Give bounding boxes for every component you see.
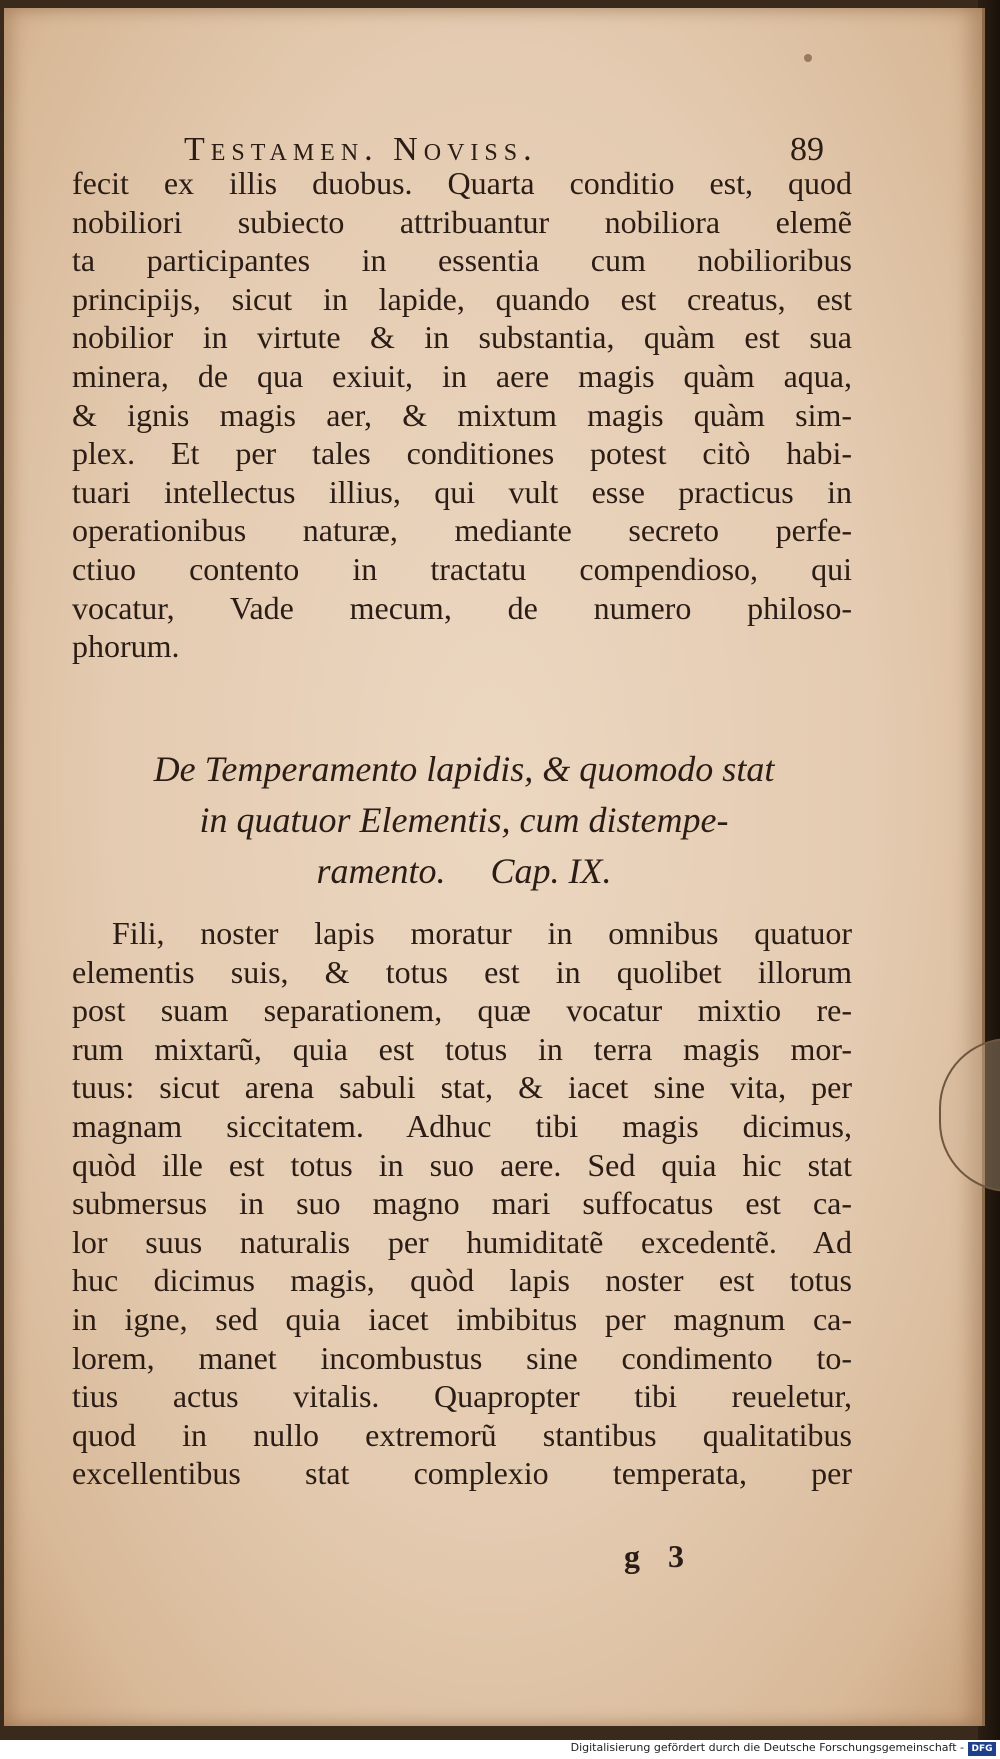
signature-mark: g 3 xyxy=(624,1538,694,1574)
text-line: fecit ex illis duobus. Quarta conditio est, quod xyxy=(72,165,852,201)
text-line: submersus in suo magno mari suffocatus est ca- xyxy=(72,1185,852,1222)
text-line: operationibus naturæ, mediante secreto perfe- xyxy=(72,512,852,549)
text-line: tuus: sicut arena sabuli stat, & iacet sine vita, per xyxy=(72,1069,852,1106)
ink-spot xyxy=(804,54,812,62)
text-line: phorum. xyxy=(72,628,180,665)
text-line: plex. Et per tales conditiones potest citò habi- xyxy=(72,435,852,472)
text-line: post suam separationem, quæ vocatur mixtio re- xyxy=(72,992,852,1029)
text-line: & ignis magis aer, & mixtum magis quàm sim- xyxy=(72,396,852,433)
text-line: Fili, noster lapis moratur in omnibus quatuor xyxy=(112,915,852,951)
text-line: magnam siccitatem. Adhuc tibi magis dicimus, xyxy=(72,1107,852,1144)
clasp-outline xyxy=(939,1038,1000,1192)
text-line: excellentibus stat complexio temperata, per xyxy=(72,1455,852,1492)
text-line: rum mixtarũ, quia est totus in terra magis mor- xyxy=(72,1030,852,1067)
text-line: elementis suis, & totus est in quolibet illorum xyxy=(72,953,852,990)
text-line: quod in nullo extremorũ stantibus qualitatibus xyxy=(72,1416,852,1453)
digitization-credit: Digitalisierung gefördert durch die Deutsche Forschungsgemeinschaft - xyxy=(570,1741,964,1754)
page-number: 89 xyxy=(790,131,824,168)
running-head-title: Testamen. Noviss. xyxy=(184,131,538,168)
paragraph-1 xyxy=(72,164,852,666)
text-line: in igne, sed quia iacet imbibitus per magnum ca- xyxy=(72,1300,852,1337)
dfg-logo: DFG xyxy=(968,1742,996,1756)
text-line: nobilior in virtute & in substantia, quàm est sua xyxy=(72,319,852,356)
text-line: huc dicimus magis, quòd lapis noster est totus xyxy=(72,1262,852,1299)
text-line: vocatur, Vade mecum, de numero philoso- xyxy=(72,589,852,626)
text-line: lorem, manet incombustus sine condimento to- xyxy=(72,1339,852,1376)
text-line: tuari intellectus illius, qui vult esse practicus in xyxy=(72,473,852,510)
text-line: ta participantes in essentia cum nobilioribus xyxy=(72,242,852,279)
text-line: quòd ille est totus in suo aere. Sed quia hic stat xyxy=(72,1146,852,1183)
book-page xyxy=(4,8,985,1726)
chapter-heading xyxy=(64,744,864,897)
heading-line: De Temperamento lapidis, & quomodo stat xyxy=(153,749,775,789)
text-line: ctiuo contento in tractatu compendioso, qui xyxy=(72,550,852,587)
text-line: minera, de qua exiuit, in aere magis quàm aqua, xyxy=(72,357,852,394)
heading-line: ramento. Cap. IX. xyxy=(316,851,612,891)
text-line: nobiliori subiecto attribuantur nobiliora elemẽ xyxy=(72,203,852,240)
text-line: principijs, sicut in lapide, quando est creatus, est xyxy=(72,280,852,317)
text-line: tius actus vitalis. Quapropter tibi reueletur, xyxy=(72,1378,852,1415)
heading-line: in quatuor Elementis, cum distempe- xyxy=(199,800,729,840)
text-line: lor suus naturalis per humiditatẽ excedentẽ. Ad xyxy=(72,1223,852,1260)
paragraph-2 xyxy=(72,914,852,1493)
